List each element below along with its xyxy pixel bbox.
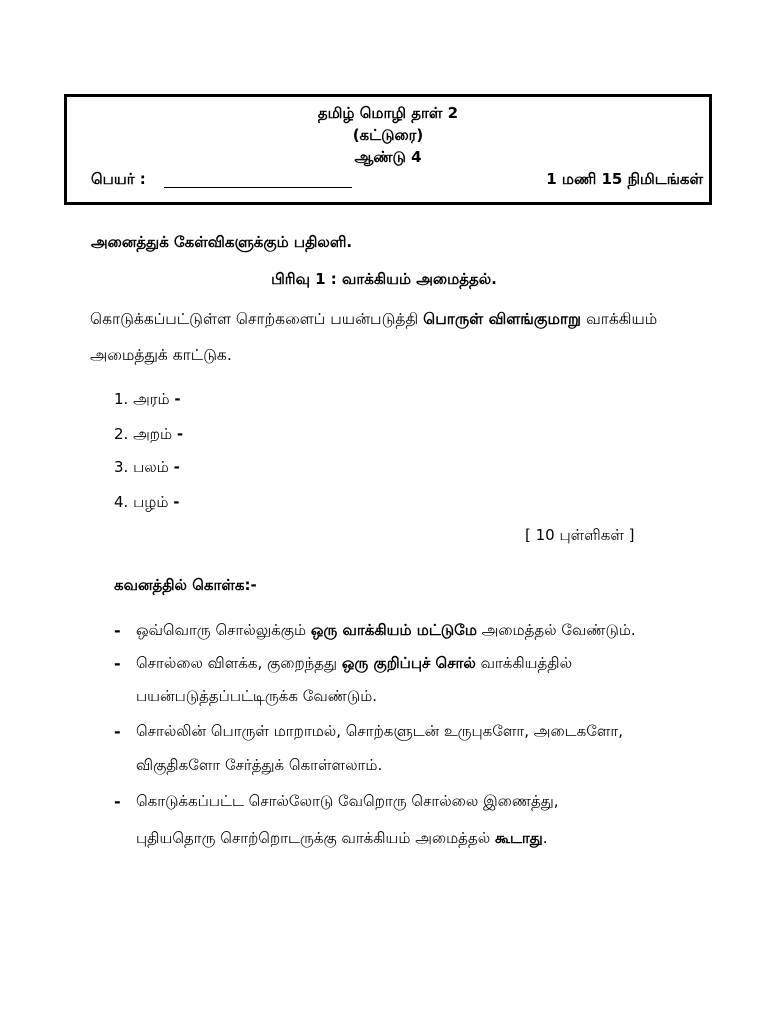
question-word: பழம் <box>133 493 169 511</box>
question-word: அறம் <box>133 425 173 443</box>
note-emphasis: ஒரு வாக்கியம் மட்டுமே <box>310 621 477 639</box>
bullet-dash: - <box>114 722 121 741</box>
task-line-2: அமைத்துக் காட்டுக. <box>90 346 232 364</box>
name-blank-line[interactable] <box>164 187 352 188</box>
task-text-end: வாக்கியம் <box>581 310 658 328</box>
note-4: கொடுக்கப்பட்ட சொல்லோடு வேறொரு சொல்லை இணைத்து, <box>136 792 559 810</box>
note-text-end: வாக்கியத்தில் <box>475 654 573 672</box>
question-item <box>114 493 179 513</box>
name-label: பெயர் : <box>91 170 146 188</box>
note-emphasis: கூடாது <box>494 829 543 847</box>
note-text-end: அமைத்தல் வேண்டும். <box>476 621 636 639</box>
duration: 1 மணி 15 நிமிடங்கள் <box>546 170 703 188</box>
note-3-continued: விகுதிகளோ சேர்த்துக் கொள்ளலாம். <box>136 756 383 774</box>
header-box <box>64 94 712 205</box>
note-4-continued <box>136 829 548 849</box>
grade-label: ஆண்டு 4 <box>354 148 422 166</box>
marks: [ 10 புள்ளிகள் ] <box>525 526 635 544</box>
note-text: புதியதொரு சொற்றொடருக்கு வாக்கியம் அமைத்தல் <box>136 829 495 847</box>
bullet-dash: - <box>114 792 121 811</box>
note-emphasis: ஒரு குறிப்புச் சொல் <box>341 654 476 672</box>
note-text: சொல்லை விளக்க, குறைந்தது <box>136 654 342 672</box>
question-item <box>114 425 183 445</box>
question-dash: - <box>173 493 180 511</box>
question-number: 1. <box>114 390 129 408</box>
bullet-dash: - <box>114 654 121 673</box>
note-2-continued: பயன்படுத்தப்பட்டிருக்க வேண்டும். <box>136 687 378 705</box>
question-number: 2. <box>114 425 129 443</box>
question-number: 3. <box>114 458 129 476</box>
question-word: அரம் <box>133 390 170 408</box>
question-dash: - <box>176 425 184 443</box>
task-line-1 <box>90 310 657 330</box>
note-text-end: . <box>542 829 548 847</box>
notes-title: கவனத்தில் கொள்க:- <box>114 576 257 594</box>
question-dash: - <box>173 458 180 476</box>
note-2 <box>136 654 572 674</box>
question-item <box>114 390 181 410</box>
question-item <box>114 458 180 478</box>
question-number: 4. <box>114 493 129 511</box>
section-title: பிரிவு 1 : வாக்கியம் அமைத்தல். <box>271 270 497 288</box>
note-3: சொல்லின் பொருள் மாறாமல், சொற்களுடன் உருபுகளோ, அடைகளோ, <box>136 722 623 740</box>
paper-title: தமிழ் மொழி தாள் 2 <box>317 104 459 122</box>
question-dash: - <box>174 390 181 408</box>
question-word: பலம் <box>133 458 169 476</box>
paper-subtitle: (கட்டுரை) <box>352 126 424 144</box>
task-emphasis: பொருள் விளங்குமாறு <box>423 310 582 328</box>
note-text: ஒவ்வொரு சொல்லுக்கும் <box>136 621 311 639</box>
task-text: கொடுக்கப்பட்டுள்ள சொற்களைப் பயன்படுத்தி <box>90 310 424 328</box>
note-1 <box>136 621 636 641</box>
instruction: அனைத்துக் கேள்விகளுக்கும் பதிலளி. <box>91 233 353 251</box>
bullet-dash: - <box>114 621 121 640</box>
